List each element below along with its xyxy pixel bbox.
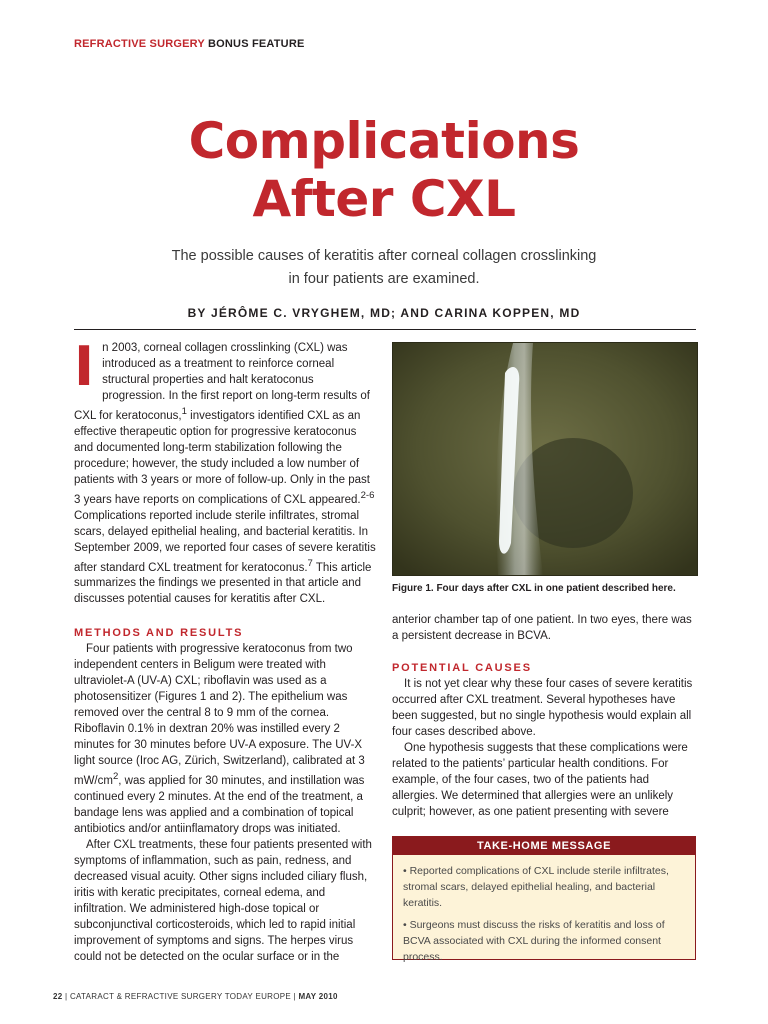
intro-text-a: n 2003, corneal collagen crosslinking (CXL) was introduced as a treatment to reinforce corneal structural properties and halt keratoconus progression. In the first report on long-term results of CXL for keratoconus,: [74, 342, 370, 422]
eye-photo-illustration: [393, 343, 697, 575]
continued-paragraph: anterior chamber tap of one patient. In two eyes, there was a persistent decrease in BCVA.: [392, 614, 692, 642]
column-left: [74, 335, 376, 965]
take-home-heading: TAKE-HOME MESSAGE: [393, 837, 695, 855]
intro-text-b: investigators identified CXL as an effective therapeutic option for progressive keratoconus and documented long-term stabilization following the procedure; however, the study included a low number of patients with 3 years or more of follow-up. Only in the past 3 years have reports on complications of CXL appeared.: [74, 409, 370, 506]
article-title: [0, 112, 768, 228]
issue-date: MAY 2010: [298, 992, 338, 1001]
take-home-box: [392, 836, 696, 963]
subtitle-line-2: in four patients are examined.: [288, 271, 480, 287]
section-heading-causes: POTENTIAL CAUSES: [392, 662, 532, 674]
take-home-item: • Surgeons must discuss the risks of keratitis and loss of BCVA associated with CXL during the informed consent process.: [403, 919, 665, 963]
figure-1-image: [392, 342, 698, 576]
methods-text-b: , was applied for 30 minutes, and instillation was continued every 2 minutes. At the end of the treatment, a bandage lens was applied and a combination of topical antibiotics and/or antiinflamatory drops was initiated.: [74, 775, 365, 836]
methods-text-a: Four patients with progressive keratoconus from two independent centers in Beligum were treated with ultraviolet-A (UV-A) CXL; riboflavin was used as a photosensitizer (Figures 1 and 2). The epithelium was removed over the central 8 to 9 mm of the cornea. Riboflavin 0.1% in dextran 20% was instilled every 2 minutes for 30 minutes before UV-A exposure. The UV-X light source (Iroc AG, Zürich, Switzerland), calibrated at 3 mW/cm: [74, 643, 365, 788]
citation-7: 7: [307, 557, 313, 569]
citation-2-6: 2-6: [360, 489, 375, 501]
take-home-item: • Reported complications of CXL include sterile infiltrates, stromal scars, delayed epithelial healing, and bacterial keratitis.: [403, 865, 669, 909]
intro-text-d: This article summarizes the findings we presented in that article and discusses potential causes for keratitis after CXL.: [74, 561, 372, 606]
figure-caption: Figure 1. Four days after CXL in one patient described here.: [392, 583, 676, 594]
section-heading-methods: METHODS AND RESULTS: [74, 627, 244, 640]
byline: BY JÉRÔME C. VRYGHEM, MD; AND CARINA KOPPEN, MD: [187, 306, 581, 320]
footer-separator: |: [291, 992, 299, 1001]
title-line-2: After CXL: [252, 170, 516, 228]
drop-cap: I: [74, 335, 95, 398]
page-footer: [53, 992, 338, 1001]
footer-separator: |: [62, 992, 70, 1001]
section-kicker: [74, 38, 305, 50]
page-number: 22: [53, 992, 63, 1001]
journal-name: CATARACT & REFRACTIVE SURGERY TODAY EUROPE: [69, 992, 292, 1001]
citation-1: 1: [181, 406, 187, 417]
feature-tag: BONUS FEATURE: [208, 38, 305, 50]
article-subtitle: [150, 245, 618, 291]
unit-superscript: 2: [112, 771, 119, 783]
methods-paragraph-2: After CXL treatments, these four patients presented with symptoms of inflammation, such as pain, redness, and decreased visual acuity. Other signs included ciliary flush, iritis with keratic precipitates, corneal edema, and infiltration. We administered high-dose topical or subconjunctival corticosteroids, which led to rapid initial improvement of symptoms and signs. The herpes virus could not be detected on the ocular surface or in the: [74, 839, 372, 964]
header-rule: [74, 329, 696, 330]
title-line-1: Complications: [188, 112, 580, 170]
subtitle-line-1: The possible causes of keratitis after corneal collagen crosslinking: [171, 248, 597, 264]
methods-paragraph-1: [74, 641, 376, 837]
intro-paragraph: [74, 335, 376, 607]
intro-text-c: Complications reported include sterile infiltrates, stromal scars, delayed epithelial healing, and bacterial keratitis. In September 2009, we reported four cases of severe keratitis after standard CXL treatment for keratoconus.: [74, 509, 376, 574]
causes-paragraph-1: It is not yet clear why these four cases of severe keratitis occurred after CXL treatment. Several hypotheses have been suggested, but no single hypothesis would explain all four cases described above.: [392, 678, 693, 738]
column-right: [392, 612, 696, 820]
causes-paragraph-2: One hypothesis suggests that these complications were related to the patients’ particular health conditions. For example, of the four cases, two of the patients had allergies. We determined that allergies were an unlikely culprit; however, as one patient presenting with severe: [392, 742, 688, 818]
section-name: REFRACTIVE SURGERY: [74, 38, 205, 50]
